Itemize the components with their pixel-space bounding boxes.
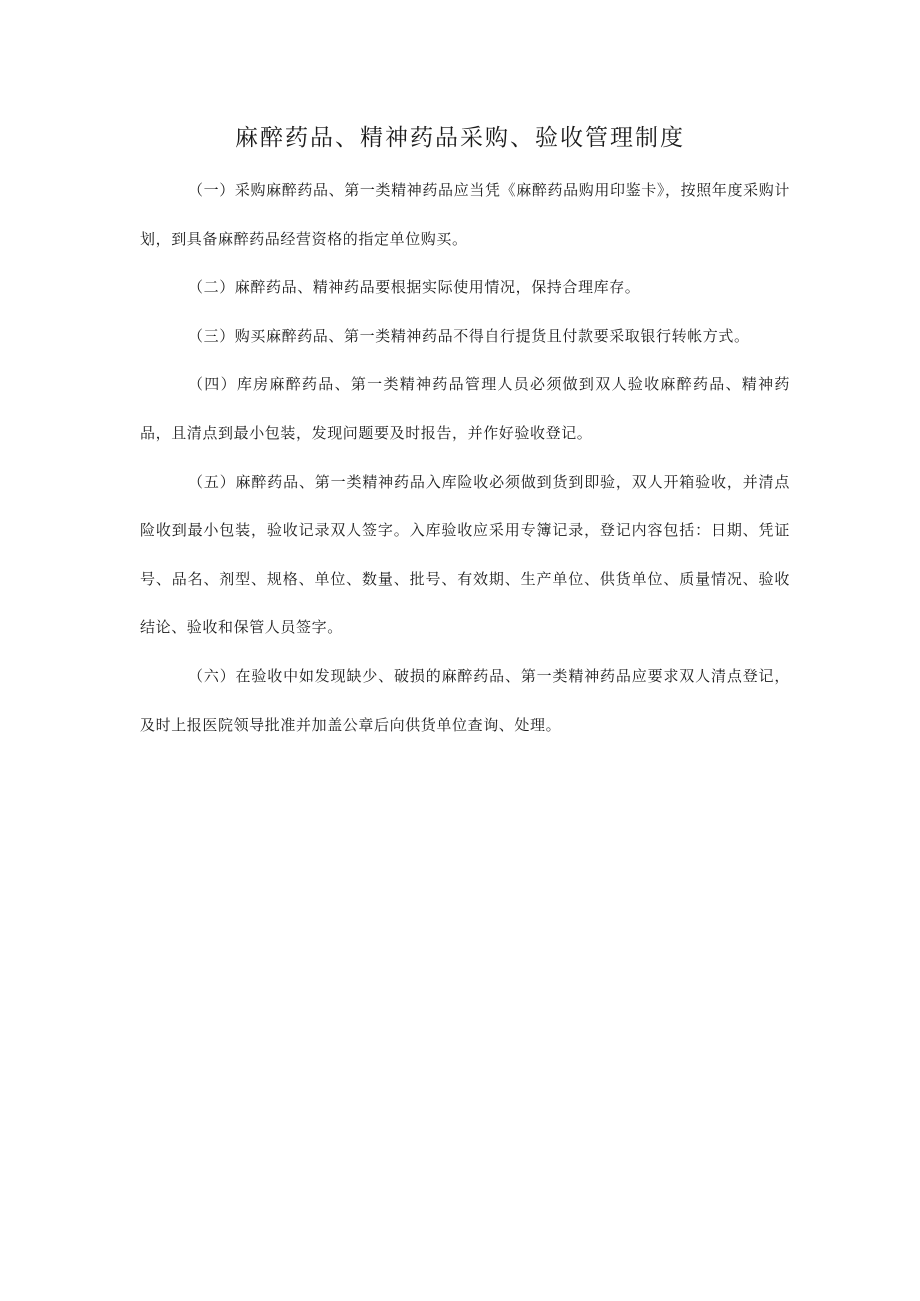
paragraph-4: （四）库房麻醉药品、第一类精神药品管理人员必须做到双人验收麻醉药品、精神药品，且清点到最小包装，发现问题要及时报告，并作好验收登记。 <box>140 375 790 442</box>
document-body <box>140 166 790 749</box>
paragraph-1: （一）采购麻醉药品、第一类精神药品应当凭《麻醉药品购用印鉴卡》，按照年度采购计划，到具备麻醉药品经营资格的指定单位购买。 <box>140 181 790 248</box>
document-title: 麻醉药品、精神药品采购、验收管理制度 <box>235 125 685 151</box>
paragraph-3: （三）购买麻醉药品、第一类精神药品不得自行提货且付款要采取银行转帐方式。 <box>188 326 750 345</box>
paragraph-5: （五）麻醉药品、第一类精神药品入库险收必须做到货到即验，双人开箱验收，并清点险收到最小包装，验收记录双人签字。入库验收应采用专簿记录，登记内容包括：日期、凭证号、品名、剂型、规格、单位、数量、批号、有效期、生产单位、供货单位、质量情况、验收结论、验收和保管人员签字。 <box>140 472 790 637</box>
paragraph-2: （二）麻醉药品、精神药品要根据实际使用情况，保持合理库存。 <box>188 278 641 297</box>
paragraph-6: （六）在验收中如发现缺少、破损的麻醉药品、第一类精神药品应要求双人清点登记，及时上报医院领导批准并加盖公章后向供货单位查询、处理。 <box>140 666 790 734</box>
